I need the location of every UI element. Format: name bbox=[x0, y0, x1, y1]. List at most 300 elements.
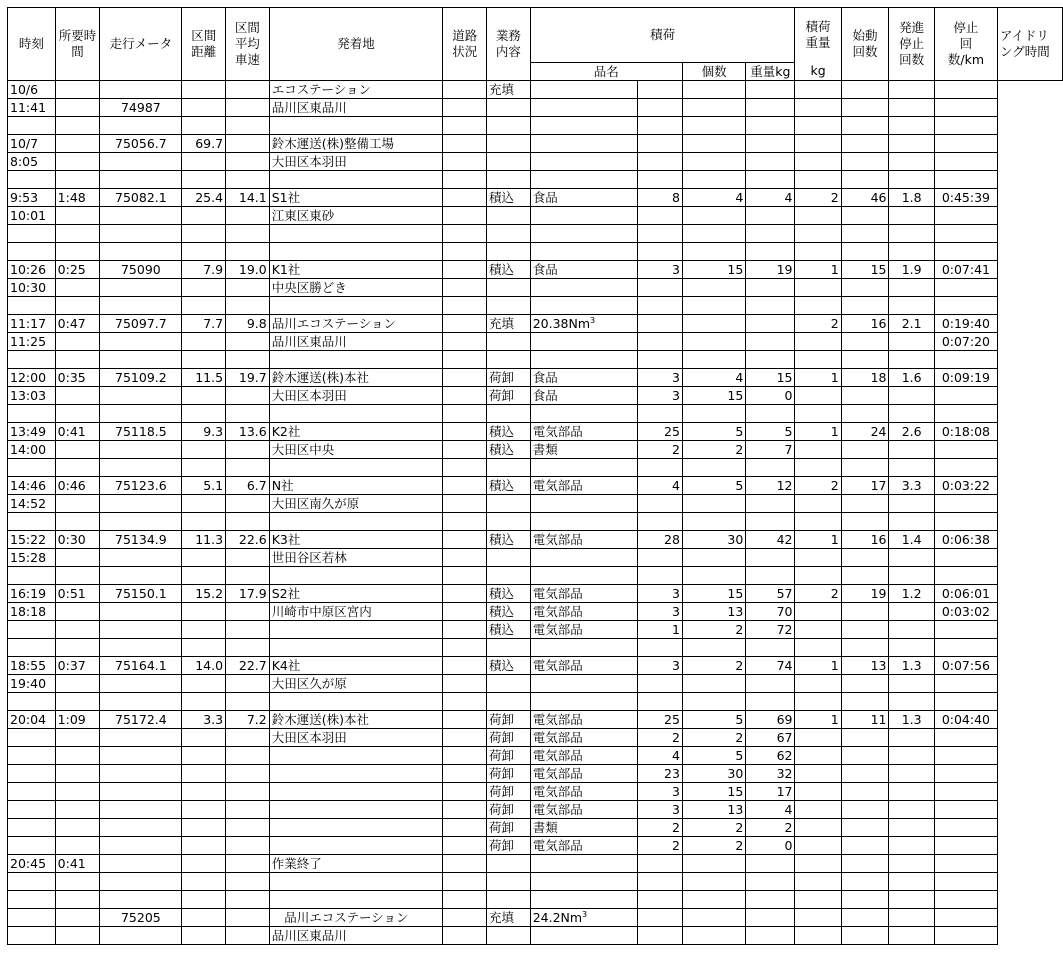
cell-load-weight bbox=[746, 315, 795, 333]
table-row bbox=[8, 387, 1063, 405]
cell-time: 8:05 bbox=[8, 153, 56, 171]
cell-task: 荷卸 bbox=[487, 819, 531, 837]
cell-count: 2 bbox=[637, 441, 682, 459]
cell-load-weight bbox=[746, 333, 795, 351]
cell-load-weight: 17 bbox=[746, 783, 795, 801]
cell-time bbox=[8, 405, 56, 423]
cell-location bbox=[269, 639, 443, 657]
cell-idle bbox=[934, 243, 997, 261]
cell-duration bbox=[55, 513, 100, 531]
table-row bbox=[8, 675, 1063, 693]
cell-weight bbox=[682, 243, 745, 261]
cell-weight: 13 bbox=[682, 801, 745, 819]
cell-duration bbox=[55, 495, 100, 513]
cell-location: 品川区東品川 bbox=[269, 927, 443, 945]
cell-stops-per-km: 2.6 bbox=[889, 423, 934, 441]
cell-load-weight: 57 bbox=[746, 585, 795, 603]
cell-task: 積込 bbox=[487, 585, 531, 603]
cell-time bbox=[8, 891, 56, 909]
cell-task: 荷卸 bbox=[487, 387, 531, 405]
cell-idle bbox=[934, 765, 997, 783]
cell-duration bbox=[55, 459, 100, 477]
cell-odometer: 74987 bbox=[100, 99, 182, 117]
cell-count bbox=[637, 171, 682, 189]
cell-location: 大田区本羽田 bbox=[269, 729, 443, 747]
cell-stops-per-km bbox=[889, 207, 934, 225]
cell-stops-per-km bbox=[889, 243, 934, 261]
cell-distance bbox=[182, 729, 226, 747]
cell-duration bbox=[55, 801, 100, 819]
cell-weight bbox=[682, 117, 745, 135]
cell-task bbox=[487, 99, 531, 117]
cell-weight: 15 bbox=[682, 783, 745, 801]
table-row bbox=[8, 243, 1063, 261]
cell-road bbox=[443, 855, 487, 873]
cell-odometer bbox=[100, 801, 182, 819]
cell-item: 電気部品 bbox=[530, 711, 637, 729]
cell-duration bbox=[55, 441, 100, 459]
table-row bbox=[8, 855, 1063, 873]
cell-idle bbox=[934, 621, 997, 639]
cell-duration bbox=[55, 567, 100, 585]
cell-item: 電気部品 bbox=[530, 531, 637, 549]
cell-idle bbox=[934, 837, 997, 855]
table-row bbox=[8, 891, 1063, 909]
cell-weight bbox=[682, 927, 745, 945]
cell-location: K2社 bbox=[269, 423, 443, 441]
cell-stops-per-km bbox=[889, 549, 934, 567]
cell-odometer bbox=[100, 621, 182, 639]
cell-odometer bbox=[100, 333, 182, 351]
cell-task bbox=[487, 351, 531, 369]
cell-odometer bbox=[100, 405, 182, 423]
cell-distance bbox=[182, 675, 226, 693]
cell-avg-speed bbox=[226, 81, 270, 99]
cell-item bbox=[530, 495, 637, 513]
cell-location: エコステーション bbox=[269, 81, 443, 99]
cell-stops bbox=[841, 459, 889, 477]
cell-stops-per-km: 1.3 bbox=[889, 711, 934, 729]
cell-road bbox=[443, 369, 487, 387]
cell-stops bbox=[841, 495, 889, 513]
cell-starts bbox=[795, 603, 841, 621]
cell-weight: 2 bbox=[682, 657, 745, 675]
cell-starts: 2 bbox=[795, 189, 841, 207]
cell-odometer: 75056.7 bbox=[100, 135, 182, 153]
cell-idle: 0:03:22 bbox=[934, 477, 997, 495]
cell-location bbox=[269, 873, 443, 891]
cell-task bbox=[487, 891, 531, 909]
cell-idle bbox=[934, 495, 997, 513]
cell-task: 積込 bbox=[487, 261, 531, 279]
header-duration: 所要時間 bbox=[55, 8, 100, 81]
cell-time bbox=[8, 765, 56, 783]
table-row bbox=[8, 459, 1063, 477]
cell-stops: 24 bbox=[841, 423, 889, 441]
cell-idle bbox=[934, 171, 997, 189]
cell-location bbox=[269, 225, 443, 243]
cell-starts: 1 bbox=[795, 531, 841, 549]
cell-weight bbox=[682, 873, 745, 891]
cell-task: 荷卸 bbox=[487, 765, 531, 783]
cell-weight bbox=[682, 891, 745, 909]
cell-time bbox=[8, 621, 56, 639]
cell-item: 電気部品 bbox=[530, 621, 637, 639]
cell-starts bbox=[795, 99, 841, 117]
cell-odometer bbox=[100, 567, 182, 585]
cell-odometer bbox=[100, 243, 182, 261]
cell-load-weight bbox=[746, 459, 795, 477]
cell-idle bbox=[934, 801, 997, 819]
cell-task: 荷卸 bbox=[487, 801, 531, 819]
cell-stops-per-km: 1.4 bbox=[889, 531, 934, 549]
cell-idle bbox=[934, 279, 997, 297]
cell-odometer bbox=[100, 819, 182, 837]
cell-item bbox=[530, 567, 637, 585]
cell-item bbox=[530, 171, 637, 189]
table-row bbox=[8, 801, 1063, 819]
cell-stops bbox=[841, 297, 889, 315]
cell-idle bbox=[934, 207, 997, 225]
cell-stops-per-km bbox=[889, 747, 934, 765]
cell-idle bbox=[934, 549, 997, 567]
table-row bbox=[8, 711, 1063, 729]
cell-location: K1社 bbox=[269, 261, 443, 279]
cell-time bbox=[8, 837, 56, 855]
cell-idle bbox=[934, 855, 997, 873]
cell-stops-per-km: 1.9 bbox=[889, 261, 934, 279]
cell-avg-speed bbox=[226, 675, 270, 693]
cell-location bbox=[269, 459, 443, 477]
cell-count bbox=[637, 405, 682, 423]
header-location: 発着地 bbox=[269, 8, 443, 81]
cell-starts: 2 bbox=[795, 315, 841, 333]
table-row bbox=[8, 153, 1063, 171]
table-row bbox=[8, 99, 1063, 117]
cell-idle bbox=[934, 783, 997, 801]
cell-starts bbox=[795, 135, 841, 153]
cell-distance bbox=[182, 495, 226, 513]
cell-location: 大田区南久が原 bbox=[269, 495, 443, 513]
header-odometer: 走行メータ bbox=[100, 8, 182, 81]
cell-odometer: 75172.4 bbox=[100, 711, 182, 729]
cell-count bbox=[637, 117, 682, 135]
cell-item bbox=[530, 855, 637, 873]
cell-starts bbox=[795, 153, 841, 171]
cell-weight: 2 bbox=[682, 729, 745, 747]
cell-time: 14:52 bbox=[8, 495, 56, 513]
cell-duration: 0:51 bbox=[55, 585, 100, 603]
superscript-cubed: 3 bbox=[582, 909, 588, 919]
cell-item: 20.38Nm$^3$ bbox=[530, 315, 637, 333]
cell-odometer bbox=[100, 117, 182, 135]
cell-duration bbox=[55, 675, 100, 693]
cell-item: 電気部品 bbox=[530, 837, 637, 855]
cell-stops-per-km bbox=[889, 81, 934, 99]
cell-idle: 0:06:38 bbox=[934, 531, 997, 549]
cell-time bbox=[8, 567, 56, 585]
cell-location bbox=[269, 171, 443, 189]
cell-load-weight: 70 bbox=[746, 603, 795, 621]
cell-road bbox=[443, 747, 487, 765]
cell-time: 10:26 bbox=[8, 261, 56, 279]
cell-count bbox=[637, 333, 682, 351]
cell-load-weight bbox=[746, 549, 795, 567]
cell-idle bbox=[934, 747, 997, 765]
cell-idle bbox=[934, 675, 997, 693]
cell-distance bbox=[182, 243, 226, 261]
cell-idle bbox=[934, 729, 997, 747]
cell-road bbox=[443, 243, 487, 261]
cell-load-weight bbox=[746, 207, 795, 225]
cell-stops bbox=[841, 675, 889, 693]
cell-stops bbox=[841, 729, 889, 747]
cell-distance: 69.7 bbox=[182, 135, 226, 153]
cell-duration: 0:25 bbox=[55, 261, 100, 279]
cell-weight: 13 bbox=[682, 603, 745, 621]
cell-location: 江東区東砂 bbox=[269, 207, 443, 225]
cell-load-weight: 74 bbox=[746, 657, 795, 675]
cell-duration: 1:48 bbox=[55, 189, 100, 207]
header-distance: 区間距離 bbox=[182, 8, 226, 81]
cell-road bbox=[443, 513, 487, 531]
cell-duration bbox=[55, 927, 100, 945]
cell-odometer bbox=[100, 729, 182, 747]
cell-stops-per-km bbox=[889, 567, 934, 585]
cell-duration bbox=[55, 891, 100, 909]
cell-duration bbox=[55, 99, 100, 117]
cell-idle: 0:07:20 bbox=[934, 333, 997, 351]
cell-time: 9:53 bbox=[8, 189, 56, 207]
cell-idle bbox=[934, 225, 997, 243]
cell-duration bbox=[55, 387, 100, 405]
cell-time: 10/6 bbox=[8, 81, 56, 99]
cell-time: 18:55 bbox=[8, 657, 56, 675]
cell-weight bbox=[682, 225, 745, 243]
cell-count bbox=[637, 873, 682, 891]
cell-duration bbox=[55, 837, 100, 855]
cell-starts bbox=[795, 675, 841, 693]
cell-time: 10:30 bbox=[8, 279, 56, 297]
cell-count bbox=[637, 513, 682, 531]
header-stops-per-km: 停止回数/km bbox=[934, 8, 997, 81]
cell-location: 大田区本羽田 bbox=[269, 153, 443, 171]
cell-task: 充填 bbox=[487, 81, 531, 99]
cell-distance bbox=[182, 603, 226, 621]
cell-count bbox=[637, 297, 682, 315]
cell-starts bbox=[795, 333, 841, 351]
cell-idle bbox=[934, 153, 997, 171]
cell-odometer: 75150.1 bbox=[100, 585, 182, 603]
cell-time bbox=[8, 747, 56, 765]
cell-load-weight bbox=[746, 99, 795, 117]
cell-count bbox=[637, 99, 682, 117]
cell-odometer bbox=[100, 279, 182, 297]
cell-avg-speed bbox=[226, 819, 270, 837]
cell-weight bbox=[682, 513, 745, 531]
cell-location bbox=[269, 891, 443, 909]
cell-count bbox=[637, 639, 682, 657]
cell-avg-speed bbox=[226, 801, 270, 819]
cell-task: 積込 bbox=[487, 441, 531, 459]
cell-load-weight bbox=[746, 351, 795, 369]
cell-count: 3 bbox=[637, 783, 682, 801]
cell-avg-speed: 9.8 bbox=[226, 315, 270, 333]
cell-item: 電気部品 bbox=[530, 801, 637, 819]
cell-starts bbox=[795, 693, 841, 711]
cell-odometer: 75082.1 bbox=[100, 189, 182, 207]
cell-task bbox=[487, 225, 531, 243]
cell-starts bbox=[795, 819, 841, 837]
cell-road bbox=[443, 81, 487, 99]
cell-starts bbox=[795, 117, 841, 135]
cell-stops-per-km bbox=[889, 351, 934, 369]
table-row bbox=[8, 297, 1063, 315]
cell-time bbox=[8, 801, 56, 819]
cell-stops: 46 bbox=[841, 189, 889, 207]
cell-distance: 15.2 bbox=[182, 585, 226, 603]
cell-duration bbox=[55, 153, 100, 171]
cell-road bbox=[443, 477, 487, 495]
cell-time: 11:17 bbox=[8, 315, 56, 333]
cell-duration bbox=[55, 819, 100, 837]
header-task: 業務内容 bbox=[487, 8, 531, 81]
cell-count: 25 bbox=[637, 711, 682, 729]
cell-location bbox=[269, 783, 443, 801]
cell-stops-per-km bbox=[889, 171, 934, 189]
cell-stops bbox=[841, 693, 889, 711]
cell-count bbox=[637, 459, 682, 477]
cell-odometer bbox=[100, 765, 182, 783]
cell-odometer bbox=[100, 81, 182, 99]
cell-weight bbox=[682, 909, 745, 927]
cell-item bbox=[530, 279, 637, 297]
cell-duration bbox=[55, 171, 100, 189]
cell-starts bbox=[795, 567, 841, 585]
cell-odometer: 75090 bbox=[100, 261, 182, 279]
cell-road bbox=[443, 387, 487, 405]
table-row bbox=[8, 207, 1063, 225]
cell-odometer bbox=[100, 873, 182, 891]
cell-location: 世田谷区若林 bbox=[269, 549, 443, 567]
cell-stops bbox=[841, 819, 889, 837]
cell-task bbox=[487, 243, 531, 261]
cell-stops-per-km bbox=[889, 621, 934, 639]
cell-starts bbox=[795, 171, 841, 189]
cell-count: 23 bbox=[637, 765, 682, 783]
cell-location: 品川区東品川 bbox=[269, 333, 443, 351]
cell-location: 鈴木運送(株)本社 bbox=[269, 711, 443, 729]
cell-task bbox=[487, 135, 531, 153]
table-row bbox=[8, 189, 1063, 207]
cell-location: 鈴木運送(株)本社 bbox=[269, 369, 443, 387]
cell-load-weight bbox=[746, 405, 795, 423]
cell-count bbox=[637, 693, 682, 711]
cell-odometer bbox=[100, 675, 182, 693]
cell-time bbox=[8, 171, 56, 189]
cell-duration bbox=[55, 747, 100, 765]
cell-road bbox=[443, 441, 487, 459]
cell-stops bbox=[841, 279, 889, 297]
table-row bbox=[8, 315, 1063, 333]
cell-idle bbox=[934, 639, 997, 657]
cell-weight bbox=[682, 567, 745, 585]
cell-location bbox=[269, 513, 443, 531]
table-row bbox=[8, 279, 1063, 297]
cell-stops-per-km: 3.3 bbox=[889, 477, 934, 495]
cell-stops: 11 bbox=[841, 711, 889, 729]
cell-odometer bbox=[100, 639, 182, 657]
cell-stops-per-km bbox=[889, 639, 934, 657]
cell-odometer bbox=[100, 153, 182, 171]
cell-location bbox=[269, 297, 443, 315]
cell-road bbox=[443, 729, 487, 747]
cell-distance bbox=[182, 927, 226, 945]
table-row bbox=[8, 783, 1063, 801]
cell-time: 16:19 bbox=[8, 585, 56, 603]
cell-starts bbox=[795, 459, 841, 477]
cell-duration bbox=[55, 81, 100, 99]
cell-stops-per-km bbox=[889, 405, 934, 423]
cell-duration: 0:46 bbox=[55, 477, 100, 495]
cell-load-weight: 0 bbox=[746, 837, 795, 855]
cell-count bbox=[637, 927, 682, 945]
cell-time: 15:28 bbox=[8, 549, 56, 567]
cell-distance: 5.1 bbox=[182, 477, 226, 495]
cell-distance bbox=[182, 153, 226, 171]
cell-road bbox=[443, 531, 487, 549]
table-row bbox=[8, 693, 1063, 711]
cell-avg-speed: 19.7 bbox=[226, 369, 270, 387]
cell-avg-speed: 19.0 bbox=[226, 261, 270, 279]
cell-avg-speed bbox=[226, 567, 270, 585]
cell-load-weight bbox=[746, 135, 795, 153]
cell-starts bbox=[795, 639, 841, 657]
cell-stops-per-km bbox=[889, 495, 934, 513]
cell-road bbox=[443, 765, 487, 783]
cell-stops-per-km bbox=[889, 441, 934, 459]
cell-item: 書類 bbox=[530, 819, 637, 837]
cell-location: K3社 bbox=[269, 531, 443, 549]
cell-item bbox=[530, 459, 637, 477]
cell-location bbox=[269, 819, 443, 837]
cell-item bbox=[530, 81, 637, 99]
cell-count: 3 bbox=[637, 261, 682, 279]
cell-duration bbox=[55, 207, 100, 225]
cell-load-weight bbox=[746, 297, 795, 315]
table-row bbox=[8, 405, 1063, 423]
cell-starts bbox=[795, 513, 841, 531]
cell-weight bbox=[682, 351, 745, 369]
cell-avg-speed bbox=[226, 441, 270, 459]
cell-task: 荷卸 bbox=[487, 783, 531, 801]
cell-distance bbox=[182, 837, 226, 855]
table-row bbox=[8, 873, 1063, 891]
cell-starts bbox=[795, 927, 841, 945]
cell-duration bbox=[55, 405, 100, 423]
cell-duration bbox=[55, 549, 100, 567]
cell-distance bbox=[182, 783, 226, 801]
cell-odometer bbox=[100, 693, 182, 711]
cell-idle bbox=[934, 441, 997, 459]
cell-time: 10:01 bbox=[8, 207, 56, 225]
cell-load-weight bbox=[746, 873, 795, 891]
cell-road bbox=[443, 297, 487, 315]
cell-time bbox=[8, 513, 56, 531]
cell-stops-per-km bbox=[889, 873, 934, 891]
cell-idle: 0:04:40 bbox=[934, 711, 997, 729]
cell-location: 中央区勝どき bbox=[269, 279, 443, 297]
